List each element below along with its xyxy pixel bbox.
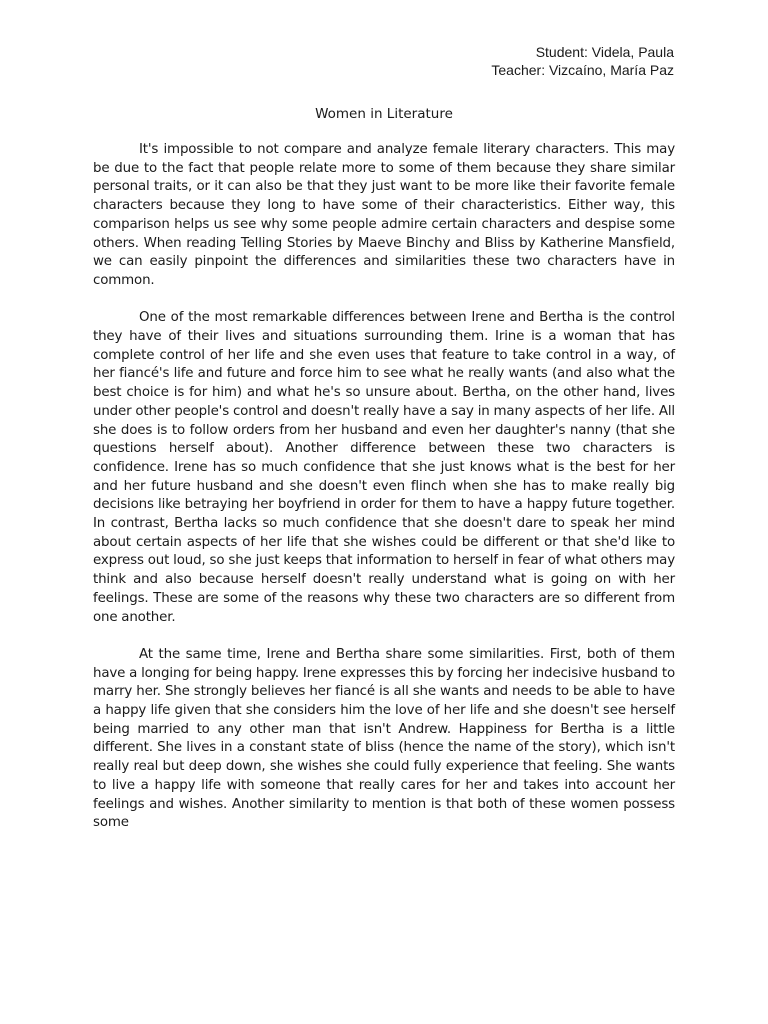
paragraph-2: One of the most remarkable differences between Irene and Bertha is the control they have of their lives and situations surrounding them. Irine is a woman that has complete control of her life and she even uses that feature to take control in a way, of her fiancé's life and future and force him to see what he really wants (and also what the best choice is for him) and what he's so unsure about. Bertha, on the other hand, lives under other people's control and doesn't really have a say in many aspects of her life. All she does is to follow orders from her husband and even her daughter's nanny (that she questions herself about). Another difference between these two characters is confidence. Irene has so much confidence that she just knows what is the best for her and her future husband and she doesn't even flinch when she has to make really big decisions like betraying her boyfriend in order for them to have a happy future together. In contrast, Bertha lacks so much confidence that she doesn't dare to speak her mind about certain aspects of her life that she wishes could be different or that she'd like to express out loud, so she just keeps that information to herself in fear of what others may think and also because herself doesn't really understand what is going on with her feelings. These are some of the reasons why these two characters are so different from one another. (93, 310, 675, 625)
teacher-name: Teacher: Vizcaíno, María Paz (491, 62, 674, 78)
paragraph-1: It's impossible to not compare and analyze female literary characters. This may be due to the fact that people relate more to some of them because they share similar personal traits, or it can also be that they just want to be more like their favorite female characters because they long to have some of their characteristics. Either way, this comparison helps us see why some people admire certain characters and despise some others. When reading Telling Stories by Maeve Binchy and Bliss by Katherine Mansfield, we can easily pinpoint the differences and similarities these two characters have in common. (93, 142, 675, 288)
document-body (93, 141, 675, 852)
document-title: Women in Literature (315, 106, 453, 122)
student-name: Student: Videla, Paula (535, 44, 674, 60)
paragraph-3: At the same time, Irene and Bertha share some similarities. First, both of them have a longing for being happy. Irene expresses this by forcing her indecisive husband to marry her. She strongly believes her fiancé is all she wants and needs to be able to have a happy life given that she considers him the love of her life and she doesn't see herself being married to any other man that isn't Andrew. Happiness for Bertha is a little different. She lives in a constant state of bliss (hence the name of the story), which isn't really real but deep down, she wishes she could fully experience that feeling. She wants to live a happy life with someone that really cares for her and takes into account her feelings and wishes. Another similarity to mention is that both of these women possess some (93, 646, 675, 831)
document-header (491, 43, 674, 79)
